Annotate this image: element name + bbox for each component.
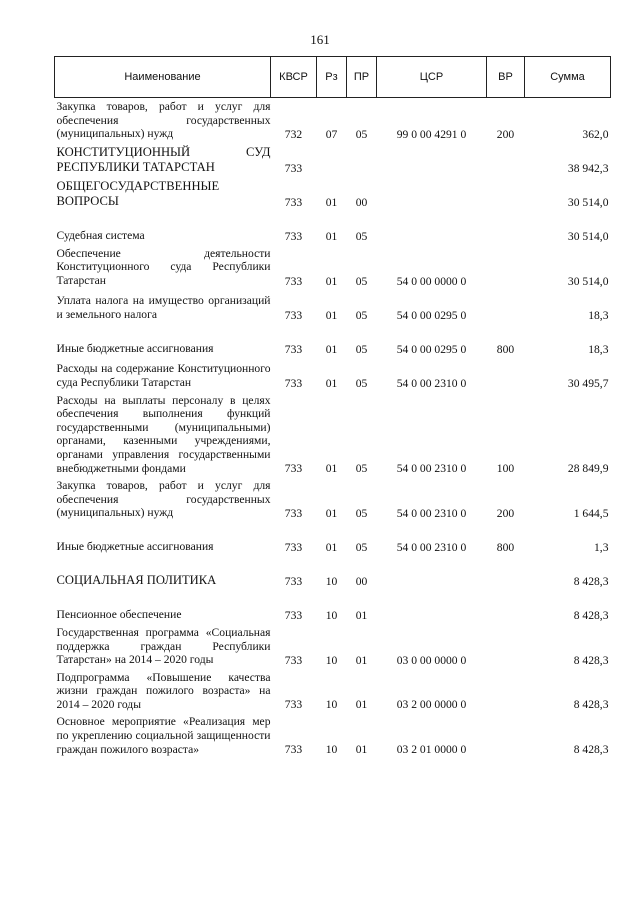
row-csr: 54 0 00 2310 0 — [396, 506, 467, 520]
row-pr: 05 — [355, 308, 368, 322]
header-kvsr: КВСР — [271, 57, 317, 98]
row-vr: 800 — [496, 540, 515, 554]
row-rz: 01 — [325, 274, 338, 288]
table-row — [55, 245, 611, 290]
row-kvsr: 733 — [284, 161, 303, 175]
row-sum: 18,3 — [588, 342, 609, 356]
row-rz — [317, 143, 347, 177]
row-rz: 10 — [325, 574, 338, 588]
row-csr — [377, 590, 487, 624]
row-vr — [487, 245, 525, 290]
table-row — [55, 211, 611, 245]
table-row — [55, 522, 611, 556]
header-name: Наименование — [55, 57, 271, 98]
row-sum: 8 428,3 — [573, 698, 609, 712]
row-name: Подпрограмма «Повышение качества жизни граждан пожилого возраста» на 2014 – 2020 годы — [56, 670, 271, 711]
header-vr: ВР — [487, 57, 525, 98]
row-sum: 8 428,3 — [573, 574, 609, 588]
row-name: СОЦИАЛЬНАЯ ПОЛИТИКА — [56, 572, 217, 587]
row-kvsr: 733 — [284, 274, 303, 288]
row-csr: 54 0 00 2310 0 — [396, 376, 467, 390]
row-csr: 03 2 01 0000 0 — [396, 743, 467, 757]
row-kvsr: 733 — [284, 342, 303, 356]
table-row — [55, 556, 611, 590]
row-sum: 30 514,0 — [567, 195, 609, 209]
row-sum: 18,3 — [588, 308, 609, 322]
page-number: 161 — [310, 32, 330, 47]
row-kvsr: 733 — [284, 506, 303, 520]
row-pr — [347, 143, 377, 177]
row-kvsr: 733 — [284, 540, 303, 554]
row-pr: 05 — [355, 506, 368, 520]
row-rz: 01 — [325, 195, 338, 209]
row-rz: 07 — [325, 127, 338, 141]
row-pr: 01 — [355, 653, 368, 667]
row-pr: 05 — [355, 274, 368, 288]
row-csr: 54 0 00 0295 0 — [396, 308, 467, 322]
table-row — [55, 624, 611, 669]
row-sum: 30 495,7 — [567, 376, 609, 390]
row-sum: 8 428,3 — [573, 608, 609, 622]
row-kvsr: 733 — [284, 698, 303, 712]
row-pr: 01 — [355, 698, 368, 712]
row-kvsr: 733 — [284, 376, 303, 390]
row-name: Расходы на содержание Конституционного суда Республики Татарстан — [56, 362, 271, 389]
row-vr — [487, 358, 525, 392]
row-name: КОНСТИТУЦИОННЫЙ СУД РЕСПУБЛИКИ ТАТАРСТАН — [56, 144, 271, 174]
row-rz: 01 — [325, 462, 338, 476]
row-rz: 01 — [325, 540, 338, 554]
row-vr — [487, 211, 525, 245]
row-vr — [487, 143, 525, 177]
row-name: Государственная программа «Социальная поддержка граждан Республики Татарстан» на 2014 – 2020 годы — [56, 625, 271, 667]
row-sum: 8 428,3 — [573, 653, 609, 667]
row-kvsr: 733 — [284, 462, 303, 476]
row-kvsr: 733 — [284, 229, 303, 243]
row-name: Пенсионное обеспечение — [56, 608, 182, 622]
row-vr — [487, 669, 525, 714]
table-row — [55, 392, 611, 478]
row-rz: 01 — [325, 342, 338, 356]
row-name: ОБЩЕГОСУДАРСТВЕННЫЕ ВОПРОСЫ — [56, 178, 220, 208]
header-csr: ЦСР — [377, 57, 487, 98]
table-row — [55, 590, 611, 624]
row-name: Иные бюджетные ассигнования — [56, 540, 214, 554]
row-rz: 10 — [325, 743, 338, 757]
row-kvsr: 733 — [284, 743, 303, 757]
header-pr: ПР — [347, 57, 377, 98]
row-pr: 05 — [355, 127, 368, 141]
row-name: Закупка товаров, работ и услуг для обеспечения государственных (муниципальных) нужд — [56, 479, 271, 520]
table-row — [55, 324, 611, 358]
row-pr: 05 — [355, 540, 368, 554]
row-rz: 01 — [325, 229, 338, 243]
row-kvsr: 733 — [284, 608, 303, 622]
row-rz: 01 — [325, 506, 338, 520]
row-vr: 100 — [496, 462, 515, 476]
row-kvsr: 733 — [284, 574, 303, 588]
row-csr: 99 0 00 4291 0 — [396, 127, 467, 141]
row-name: Закупка товаров, работ и услуг для обеспечения государственных (муниципальных) нужд — [56, 100, 271, 141]
table-row — [55, 143, 611, 177]
row-kvsr: 733 — [284, 653, 303, 667]
row-pr: 01 — [355, 743, 368, 757]
budget-table — [54, 56, 611, 758]
row-sum: 1,3 — [594, 540, 609, 554]
row-rz: 10 — [325, 608, 338, 622]
row-name: Уплата налога на имущество организаций и земельного налога — [56, 294, 271, 321]
row-vr — [487, 624, 525, 669]
row-kvsr: 732 — [284, 127, 303, 141]
row-rz: 01 — [325, 308, 338, 322]
header-rz: Рз — [317, 57, 347, 98]
row-sum: 30 514,0 — [567, 229, 609, 243]
row-sum: 362,0 — [582, 127, 609, 141]
row-vr: 200 — [496, 506, 515, 520]
row-csr: 03 2 00 0000 0 — [396, 698, 467, 712]
row-vr — [487, 177, 525, 211]
table-header-row — [55, 57, 611, 98]
row-pr: 00 — [355, 195, 368, 209]
row-pr: 01 — [355, 608, 368, 622]
row-rz: 10 — [325, 698, 338, 712]
row-sum: 30 514,0 — [567, 274, 609, 288]
row-csr — [377, 556, 487, 590]
row-name: Обеспечение деятельности Конституционного суда Республики Татарстан — [56, 246, 271, 287]
row-rz: 10 — [325, 653, 338, 667]
row-vr — [487, 590, 525, 624]
row-rz: 01 — [325, 376, 338, 390]
row-csr — [377, 211, 487, 245]
row-vr: 200 — [496, 127, 515, 141]
row-sum: 38 942,3 — [567, 161, 609, 175]
header-sum: Сумма — [525, 57, 611, 98]
row-vr — [487, 713, 525, 758]
row-csr: 54 0 00 0295 0 — [396, 342, 467, 356]
row-sum: 8 428,3 — [573, 743, 609, 757]
row-csr: 54 0 00 0000 0 — [396, 274, 467, 288]
row-csr: 54 0 00 2310 0 — [396, 540, 467, 554]
row-name: Основное мероприятие «Реализация мер по укреплению социальной защищенности граждан пожилого возраста» — [56, 715, 271, 756]
table-row — [55, 477, 611, 522]
row-vr — [487, 290, 525, 324]
row-csr — [377, 177, 487, 211]
table-row — [55, 669, 611, 714]
row-pr: 05 — [355, 376, 368, 390]
row-sum: 28 849,9 — [567, 462, 609, 476]
table-row — [55, 290, 611, 324]
row-pr: 05 — [355, 342, 368, 356]
row-kvsr: 733 — [284, 195, 303, 209]
row-vr — [487, 556, 525, 590]
row-name: Судебная система — [56, 229, 145, 243]
table-row — [55, 177, 611, 211]
row-sum: 1 644,5 — [573, 506, 609, 520]
row-vr: 800 — [496, 342, 515, 356]
row-pr: 00 — [355, 574, 368, 588]
table-row — [55, 713, 611, 758]
row-csr — [377, 143, 487, 177]
table-row — [55, 358, 611, 392]
row-kvsr: 733 — [284, 308, 303, 322]
row-name: Иные бюджетные ассигнования — [56, 341, 214, 355]
row-pr: 05 — [355, 229, 368, 243]
row-name: Расходы на выплаты персоналу в целях обеспечения выполнения функций государственными (муниципальными) органами, казенными учреждениями, органами управления государственными внебюджетными фондами — [56, 393, 271, 475]
row-pr: 05 — [355, 462, 368, 476]
row-csr: 03 0 00 0000 0 — [396, 653, 467, 667]
row-csr: 54 0 00 2310 0 — [396, 462, 467, 476]
table-row — [55, 98, 611, 143]
